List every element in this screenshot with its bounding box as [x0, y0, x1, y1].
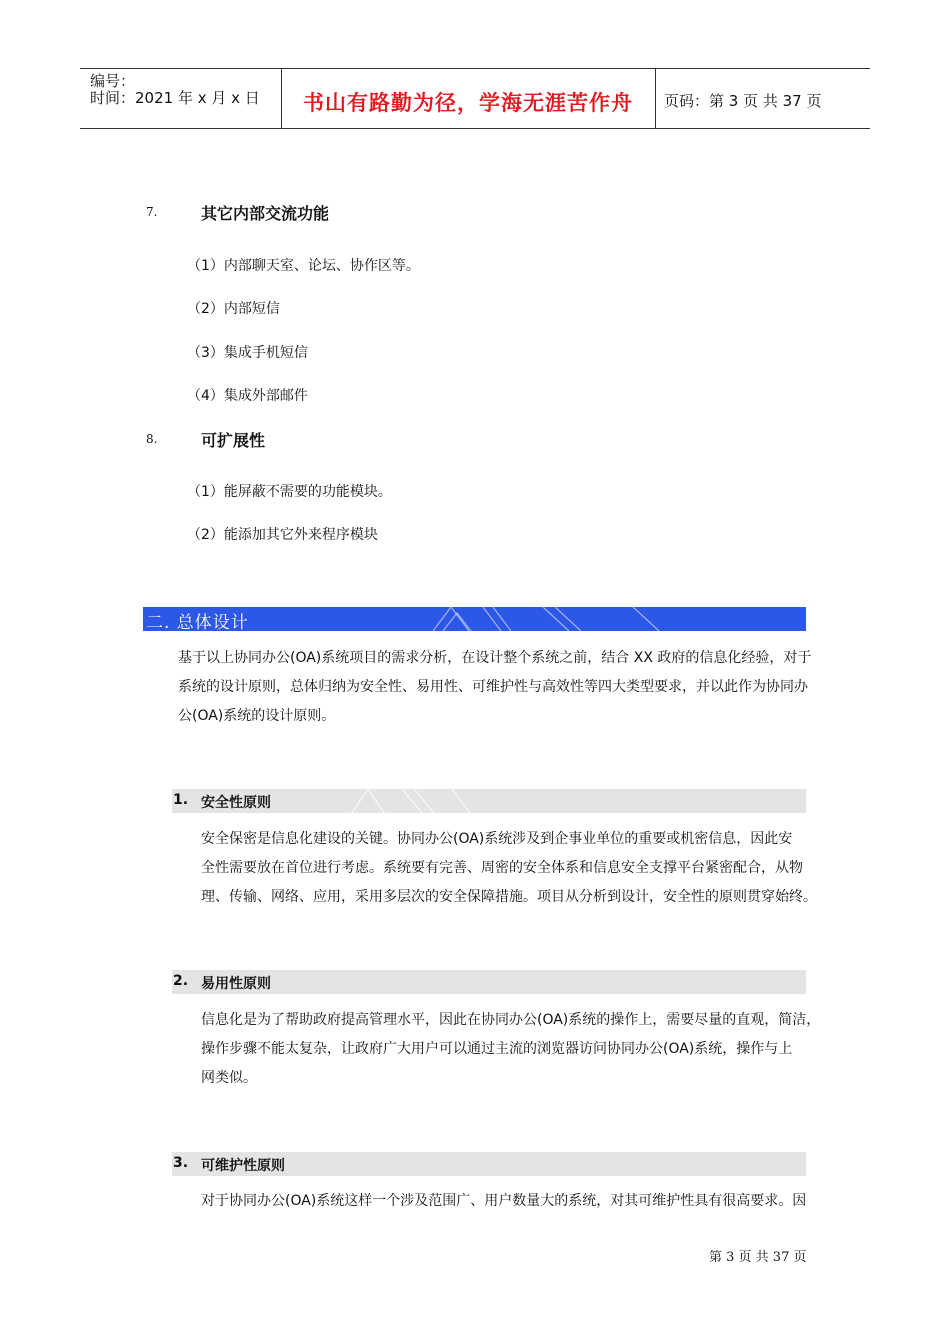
header-right-cell	[655, 69, 870, 128]
list-item: （1）内部聊天室、论坛、协作区等。	[187, 258, 420, 274]
principle-title: 易用性原则	[201, 976, 271, 992]
page-header	[80, 68, 870, 129]
principle-body	[201, 1006, 820, 1093]
paragraph-line: 操作步骤不能太复杂，让政府广大用户可以通过主流的浏览器访问协同办公(OA)系统，操作与上	[201, 1041, 793, 1057]
paragraph-line: 系统的设计原则，总体归纳为安全性、易用性、可维护性与高效性等四大类型要求，并以此作为协同办	[178, 679, 808, 695]
list-item: （2）能添加其它外来程序模块	[187, 527, 378, 543]
principle-header	[172, 1152, 806, 1176]
principle-title: 可维护性原则	[201, 1158, 285, 1174]
principle-body	[201, 825, 817, 912]
paragraph-line: 理、传输、网络、应用，采用多层次的安全保障措施。项目从分析到设计，安全性的原则贯穿始终。	[201, 889, 817, 905]
header-page-info: 页码：第 3 页 共 37 页	[664, 92, 822, 110]
subhead-pattern-icon	[342, 789, 542, 813]
list-item: （4）集成外部邮件	[187, 388, 308, 404]
motto: 书山有路勤为径，学海无涯苦作舟	[303, 91, 633, 115]
paragraph-line: 公(OA)系统的设计原则。	[178, 708, 336, 724]
chapter-intro	[178, 644, 811, 731]
list-item: （1）能屏蔽不需要的功能模块。	[187, 484, 392, 500]
section-number: 8.	[146, 432, 158, 446]
chapter-banner	[143, 607, 806, 631]
list-item: （3）集成手机短信	[187, 345, 308, 361]
paragraph-line: 对于协同办公(OA)系统这样一个涉及范围广、用户数量大的系统，对其可维护性具有很高要求。因	[201, 1193, 807, 1209]
principle-number: 1.	[173, 792, 189, 808]
paragraph-line: 全性需要放在首位进行考虑。系统要有完善、周密的安全体系和信息安全支撑平台紧密配合，从物	[201, 860, 803, 876]
principle-header	[172, 789, 806, 813]
paragraph-line: 网类似。	[201, 1070, 257, 1086]
date-line: 时间：2021 年 x 月 x 日	[90, 89, 260, 107]
page-footer: 第 3 页 共 37 页	[709, 1250, 807, 1265]
principle-title: 安全性原则	[201, 795, 271, 811]
section-number: 7.	[146, 205, 158, 219]
serial-label: 编号：	[90, 72, 136, 90]
list-item: （2）内部短信	[187, 301, 280, 317]
chapter-title: 二. 总体设计	[146, 613, 249, 631]
paragraph-line: 安全保密是信息化建设的关键。协同办公(OA)系统涉及到企事业单位的重要或机密信息，因此安	[201, 831, 793, 847]
banner-pattern-icon	[423, 607, 803, 631]
paragraph-line: 信息化是为了帮助政府提高管理水平，因此在协同办公(OA)系统的操作上，需要尽量的直观，简洁，	[201, 1012, 821, 1028]
principle-number: 3.	[173, 1155, 189, 1171]
header-motto-cell	[281, 69, 656, 128]
section-title: 其它内部交流功能	[201, 204, 330, 223]
principle-header	[172, 970, 806, 994]
principle-number: 2.	[173, 973, 189, 989]
header-left-cell	[80, 69, 282, 128]
section-title: 可扩展性	[201, 431, 266, 450]
paragraph-line: 基于以上协同办公(OA)系统项目的需求分析，在设计整个系统之前，结合 XX 政府的信息化经验，对于	[178, 650, 812, 666]
principle-body	[201, 1187, 806, 1216]
